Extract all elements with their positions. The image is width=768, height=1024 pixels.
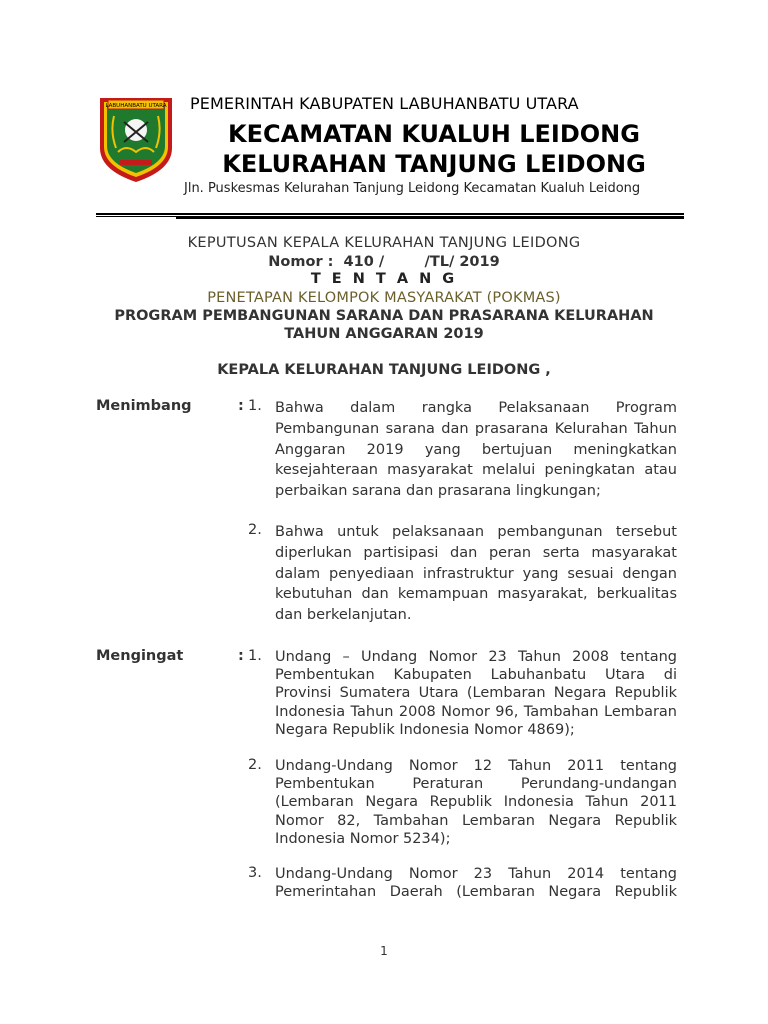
- regency-emblem: [96, 92, 176, 184]
- mengingat-item-1-number: 1.: [248, 648, 262, 664]
- header-divider-thin: [96, 213, 684, 215]
- menimbang-colon: :: [238, 398, 244, 414]
- header-divider-thick: [176, 216, 684, 219]
- mengingat-item-2-text: Undang-Undang Nomor 12 Tahun 2011 tentang Pembentukan Peraturan Perundang-undangan (Lembaran Negara Republik Indonesia Tahun 2011 Nomor 82, Tambahan Lembaran Negara Republik Indonesia Nomor 5234);: [275, 758, 677, 847]
- mengingat-item-3-text: Undang-Undang Nomor 23 Tahun 2014 tentang Pemerintahan Daerah (Lembaran Negara Republik: [275, 866, 677, 901]
- mengingat-item-1-text: Undang – Undang Nomor 23 Tahun 2008 tentang Pembentukan Kabupaten Labuhanbatu Utara di Provinsi Sumatera Utara (Lembaran Negara Republik Indonesia Tahun 2008 Nomor 96, Tambahan Lembaran Negara Republik Indonesia Nomor 4869);: [275, 649, 677, 738]
- menimbang-item-2-number: 2.: [248, 522, 262, 538]
- mengingat-colon: :: [238, 648, 244, 664]
- menimbang-item-2-text: Bahwa untuk pelaksanaan pembangunan tersebut diperlukan partisipasi dan peran serta masyarakat dalam penyediaan infrastruktur yang sesuai dengan kebutuhan dan kemampuan masyarakat, berkualitas dan berkelanjutan.: [275, 524, 677, 624]
- header-village: KELURAHAN TANJUNG LEIDONG: [222, 150, 646, 178]
- mengingat-item-3-number: 3.: [248, 865, 262, 881]
- header-address: Jln. Puskesmas Kelurahan Tanjung Leidong Kecamatan Kualuh Leidong: [184, 181, 641, 196]
- header-district: KECAMATAN KUALUH LEIDONG: [228, 120, 640, 148]
- mengingat-label: Mengingat: [96, 648, 184, 664]
- decree-year: TAHUN ANGGARAN 2019: [284, 326, 484, 342]
- decree-title: KEPUTUSAN KEPALA KELURAHAN TANJUNG LEIDONG: [187, 235, 581, 251]
- page-number: 1: [380, 944, 388, 958]
- menimbang-label: Menimbang: [96, 398, 192, 414]
- mengingat-item-2-number: 2.: [248, 757, 262, 773]
- decree-program: PROGRAM PEMBANGUNAN SARANA DAN PRASARANA KELURAHAN: [114, 308, 654, 324]
- decree-subject: PENETAPAN KELOMPOK MASYARAKAT (POKMAS): [207, 290, 561, 306]
- menimbang-item-1-number: 1.: [248, 398, 262, 414]
- decree-official: KEPALA KELURAHAN TANJUNG LEIDONG ,: [217, 362, 551, 378]
- emblem-text: LABUHANBATU UTARA: [105, 103, 167, 109]
- decree-number: Nomor : 410 / /TL/ 2019: [268, 254, 500, 270]
- header-divider-short: [96, 216, 176, 217]
- decree-about: T E N T A N G: [310, 271, 458, 287]
- header-government: PEMERINTAH KABUPATEN LABUHANBATU UTARA: [190, 94, 579, 113]
- menimbang-item-1-text: Bahwa dalam rangka Pelaksanaan Program Pembangunan sarana dan prasarana Kelurahan Tahun Anggaran 2019 yang bertujuan meningkatkan kesejahteraan masyarakat melalui peningkatan atau perbaikan sarana dan prasarana lingkungan;: [275, 400, 677, 500]
